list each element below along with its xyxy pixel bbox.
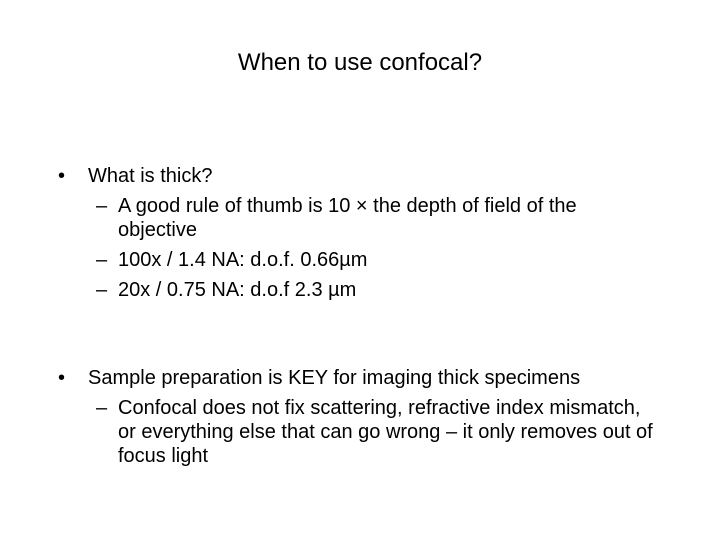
sub-bullet-text: Confocal does not fix scattering, refractive index mismatch, or everything else that can go wrong – it only removes out of focus light <box>118 397 653 467</box>
bullet-text: Sample preparation is KEY for imaging thick specimens <box>88 367 581 389</box>
sub-bullet-item <box>58 194 658 242</box>
sub-bullet-marker: – <box>96 279 108 301</box>
bullet-text: What is thick? <box>88 165 213 187</box>
sub-bullet-item <box>58 248 658 272</box>
slide-title <box>0 45 720 81</box>
bullet-block-2 <box>58 366 658 474</box>
sub-bullet-list <box>58 194 658 302</box>
sub-bullet-marker: – <box>96 397 108 419</box>
bullet-item <box>58 366 658 390</box>
slide-title-text: When to use confocal? <box>237 49 483 76</box>
bullet-block-1 <box>58 164 658 308</box>
bullet-item <box>58 164 658 188</box>
sub-bullet-marker: – <box>96 249 108 271</box>
sub-bullet-text: 20x / 0.75 NA: d.o.f 2.3 µm <box>118 279 357 301</box>
sub-bullet-list <box>58 396 658 468</box>
sub-bullet-item <box>58 396 658 468</box>
sub-bullet-item <box>58 278 658 302</box>
sub-bullet-text: A good rule of thumb is 10 × the depth of field of the objective <box>118 195 577 241</box>
bullet-marker: • <box>58 165 66 187</box>
sub-bullet-text: 100x / 1.4 NA: d.o.f. 0.66µm <box>118 249 368 271</box>
sub-bullet-marker: – <box>96 195 108 217</box>
bullet-marker: • <box>58 367 66 389</box>
